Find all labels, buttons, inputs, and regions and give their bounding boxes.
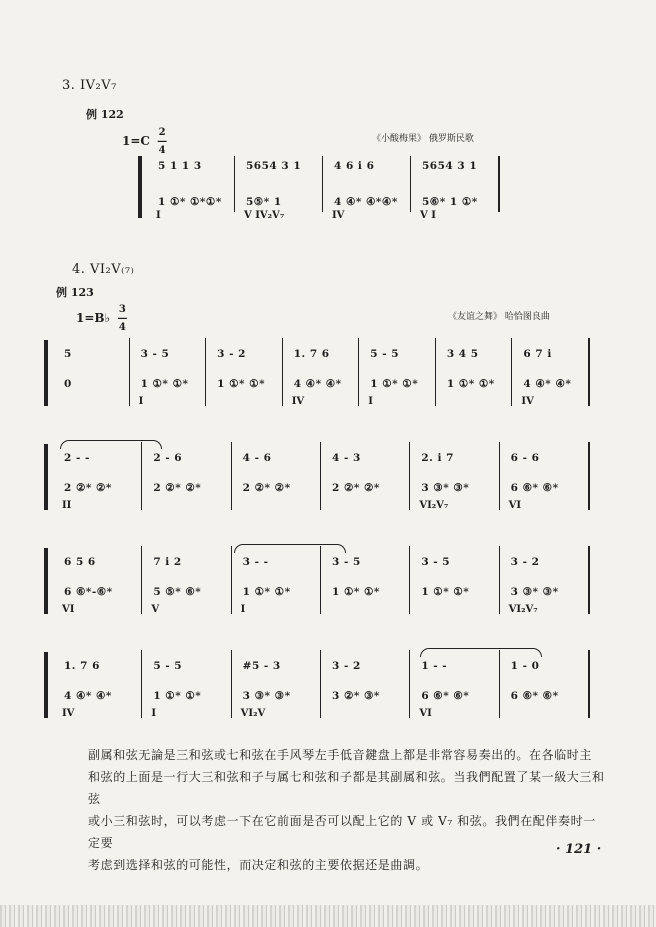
example-label-123: 例 123 [56,286,94,299]
staff-bracket [44,652,48,718]
score-system-123-3 [44,542,590,624]
barline [588,338,590,406]
paragraph-line: 考虑到选择和弦的可能性，而决定和弦的主要依据还是曲調。 [88,858,429,872]
measure-upper-notes: 3 - - [242,556,269,568]
scan-edge [0,905,656,927]
measure-upper-notes: 4 - 6 [242,452,272,464]
measure-upper-notes: 1. 7 6 [293,348,330,360]
barline [511,338,512,406]
measure-upper-notes: 5654 3 1 [422,160,478,172]
measure-lower-chords: 4 ④* ④* [64,690,112,702]
roman-numeral: I [138,396,144,407]
barline [322,156,323,212]
measure-lower-chords: 2 ②* ②* [153,482,202,494]
roman-numeral: V I [420,210,436,221]
barline [409,546,410,614]
measure-lower-chords: 5 ⑤* ⑥* [153,586,202,598]
staff-bracket [44,444,48,510]
barline [499,442,500,510]
roman-numeral: I [156,210,161,221]
roman-numeral: VI₂V₇ [419,500,449,511]
example-label-122: 例 122 [86,108,124,121]
tie-arc [420,648,542,657]
measure-upper-notes: 1 - - [421,660,448,672]
measure-lower-chords: 1 ①* ①* [140,378,189,390]
measure-upper-notes: 4 - 3 [332,452,361,464]
measure-lower-chords: 3 ②* ③* [332,690,380,702]
measure-lower-chords: 0 [64,378,72,390]
measure-upper-notes: 1. 7 6 [64,660,100,672]
measure-upper-notes: 5 - 5 [370,348,400,360]
roman-numeral: IV [332,210,345,221]
measure-lower-chords: 4 ④* ④* [523,378,572,390]
barline [588,546,590,614]
roman-numeral: V [151,604,160,615]
time-den: 4 [118,322,126,333]
roman-numeral: VI [508,500,522,511]
measure-upper-notes: 7 i 2 [153,556,182,568]
barline [358,338,359,406]
measure-upper-notes: 3 - 5 [140,348,170,360]
measure-lower-chords: 1 ①* ①* [421,586,470,598]
section-heading-4: 4. VI₂V₍₇₎ [72,262,135,277]
roman-numeral: I [240,604,246,615]
tie-arc [234,544,346,553]
measure-upper-notes: 5 [64,348,72,360]
score-system-123-2 [44,438,590,520]
barline [588,442,590,510]
time-num: 3 [118,304,126,315]
source-credit-122: 《小酸梅果》 俄罗斯民歌 [372,134,474,144]
barline [141,442,142,510]
barline [499,546,500,614]
measure-lower-chords: 4 ④* ④*④* [334,196,398,208]
staff-bracket [138,156,142,218]
barline [205,338,206,406]
roman-numeral: II [62,500,72,511]
barline [499,650,500,718]
measure-upper-notes: 2. i 7 [421,452,454,464]
barline [129,338,130,406]
measure-upper-notes: 3 - 5 [421,556,451,568]
barline [282,338,283,406]
barline [498,156,500,212]
measure-upper-notes: 1 - 0 [510,660,540,672]
roman-numeral: VI [62,604,75,615]
barline [231,546,232,614]
barline [588,650,590,718]
time-num: 2 [158,127,166,138]
measure-upper-notes: 2 - - [64,452,90,464]
barline [409,442,410,510]
paragraph-line: 和弦的上面是一行大三和弦和子与属七和弦和子都是其副属和弦。当我們配置了某一級大三和弦 [88,770,605,806]
paragraph-line: 副属和弦无論是三和弦或七和弦在手风琴左手低音鍵盘上都是非常容易奏出的。在各临时主 [88,748,593,762]
measure-lower-chords: 5⑤* 1 [246,196,282,208]
measure-upper-notes: 6 7 i [523,348,552,360]
measure-lower-chords: 1 ①* ①* [153,690,202,702]
time-den: 4 [158,145,166,156]
measure-lower-chords: 1 ①* ①* [242,586,291,598]
roman-numeral: IV [291,396,305,407]
score-system-123-1 [44,334,590,416]
measure-upper-notes: 2 - 6 [153,452,183,464]
tie-arc [60,440,162,449]
measure-lower-chords: 1 ①* ①*①* [158,196,222,208]
barline [231,650,232,718]
barline [141,546,142,614]
key-signature-123 [76,305,127,332]
time-signature: 2 — 4 [157,127,168,156]
section-heading-3: 3. IV₂V₇ [62,78,117,93]
roman-numeral: IV [521,396,534,407]
measure-lower-chords: 2 ②* ②* [242,482,291,494]
measure-upper-notes: 5 - 5 [153,660,183,672]
score-system-123-4 [44,646,590,728]
measure-lower-chords: 4 ④* ④* [293,378,342,390]
measure-upper-notes: 5654 3 1 [246,160,302,172]
measure-lower-chords: 6 ⑥* ⑥* [510,690,559,702]
barline [320,546,321,614]
measure-upper-notes: 3 - 2 [510,556,540,568]
measure-lower-chords: 6 ⑥* ⑥* [421,690,470,702]
measure-upper-notes: 4 6 i 6 [334,160,375,172]
barline [231,442,232,510]
roman-numeral: VI₂V [240,708,266,719]
measure-upper-notes: 3 - 2 [217,348,246,360]
key-text: 1=B♭ [76,311,111,325]
barline [234,156,235,212]
measure-lower-chords: 3 ③* ③* [242,690,291,702]
roman-numeral: IV [62,708,75,719]
barline [320,442,321,510]
measure-lower-chords: 3 ③* ③* [421,482,470,494]
measure-lower-chords: 2 ②* ②* [332,482,380,494]
key-signature-122 [122,128,167,155]
score-system-122 [138,152,500,222]
measure-lower-chords: 6 ⑥* ⑥* [510,482,559,494]
key-text: 1=C [122,134,150,148]
measure-lower-chords: 1 ①* ①* [370,378,419,390]
measure-upper-notes: 3 - 5 [332,556,361,568]
roman-numeral: I [368,396,373,407]
body-paragraph [88,744,608,876]
roman-numeral: VI₂V₇ [508,604,538,615]
measure-lower-chords: 2 ②* ②* [64,482,112,494]
roman-numeral: VI [419,708,432,719]
page-number: · 121 · [556,842,602,857]
roman-numeral: V IV₂V₇ [244,210,285,221]
measure-lower-chords: 1 ①* ①* [446,378,495,390]
barline [409,650,410,718]
barline [320,650,321,718]
measure-lower-chords: 1 ①* ①* [332,586,380,598]
measure-lower-chords: 6 ⑥*-⑥* [64,586,113,598]
barline [410,156,411,212]
barline [435,338,436,406]
measure-lower-chords: 3 ③* ③* [510,586,559,598]
barline [141,650,142,718]
measure-lower-chords: 5⑥* 1 ①* [422,196,478,208]
measure-upper-notes: 6 - 6 [510,452,540,464]
source-credit-123: 《友谊之舞》 哈恰图良曲 [448,312,550,322]
measure-upper-notes: 6 5 6 [64,556,96,568]
measure-upper-notes: 3 - 2 [332,660,361,672]
staff-bracket [44,548,48,614]
roman-numeral: I [151,708,157,719]
measure-upper-notes: #5 - 3 [242,660,281,672]
measure-upper-notes: 5 1 1 3 [158,160,202,172]
time-signature: 3 — 4 [117,304,128,333]
paragraph-line: 或小三和弦时，可以考虑一下在它前面是否可以配上它的 V 或 V₇ 和弦。我們在配伴奏时一定要 [88,814,596,850]
staff-bracket [44,340,48,406]
measure-lower-chords: 1 ①* ①* [217,378,266,390]
measure-upper-notes: 3 4 5 [446,348,479,360]
